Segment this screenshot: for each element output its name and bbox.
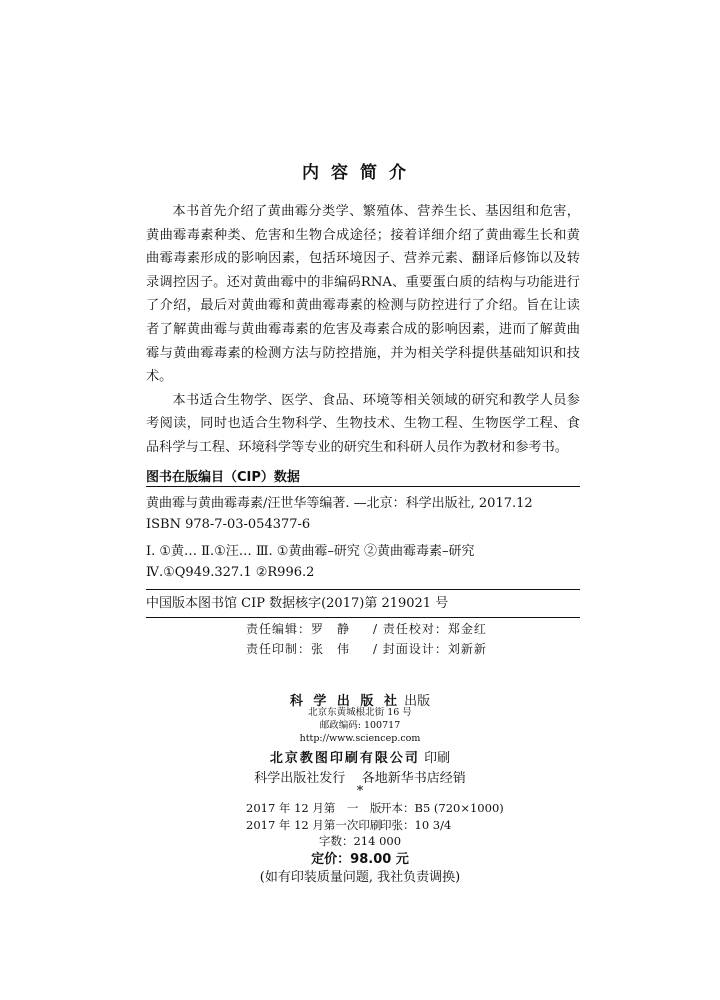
printer-line	[0, 747, 720, 766]
cip-heading: 图书在版编目（CIP）数据	[146, 470, 300, 485]
edition-info: 2017 年 12 月第 一 版	[246, 801, 382, 815]
cip-record-line: 黄曲霉与黄曲霉毒素/汪世华等编著. —北京：科学出版社, 2017.12	[146, 496, 533, 511]
printer-name: 北京教图印刷有限公司	[269, 751, 420, 766]
proofreader-credit: / 责任校对：郑金红	[373, 622, 487, 636]
summary-title: 内容简介	[302, 163, 418, 183]
separator-star: *	[356, 784, 364, 799]
cover-designer-credit: / 封面设计：刘新新	[373, 642, 487, 656]
cip-bottom-rule	[146, 617, 580, 618]
seller: 各地新华书店经销	[361, 771, 466, 786]
printer-suffix: 印刷	[424, 751, 451, 766]
printing-info: 2017 年 12 月第一次印刷	[246, 818, 382, 832]
publisher-address: 北京东黄城根北街 16 号	[308, 707, 412, 718]
publisher-suffix: 出版	[404, 694, 431, 709]
cip-isbn-line: ISBN 978-7-03-054377-6	[146, 517, 311, 532]
sheets-info: 印张：10 3/4	[380, 818, 452, 832]
format-info: 开本：B5 (720×1000)	[380, 801, 504, 815]
quality-notice: (如有印装质量问题, 我社负责调换)	[259, 870, 461, 885]
word-count: 字数：214 000	[318, 834, 402, 848]
issuer: 科学出版社发行	[254, 771, 346, 786]
print-supervisor-credit: 责任印制：张 伟	[246, 642, 351, 656]
editor-credit: 责任编辑：罗 静	[246, 622, 351, 636]
cip-subject-line-2: Ⅳ.①Q949.327.1 ②R996.2	[146, 565, 315, 580]
publisher-website: http://www.sciencep.com	[299, 733, 421, 744]
summary-paragraph-2: 本书适合生物学、医学、食品、环境等相关领域的研究和教学人员参考阅读，同时也适合生物科学、生物技术、生物工程、生物医学工程、食品科学与工程、环境科学等专业的研究生和科研人员作为教材和参考书。	[146, 392, 580, 455]
cip-subject-line-1: Ⅰ. ①黄… Ⅱ.①汪… Ⅲ. ①黄曲霉–研究 ②黄曲霉毒素–研究	[146, 544, 475, 559]
cip-number-line: 中国版本图书馆 CIP 数据核字(2017)第 219021 号	[146, 596, 449, 611]
summary-paragraph-1: 本书首先介绍了黄曲霉分类学、繁殖体、营养生长、基因组和危害，黄曲霉毒素种类、危害和生物合成途径；接着详细介绍了黄曲霉生长和黄曲霉毒素形成的影响因素，包括环境因子、营养元素、翻译后修饰以及转录调控因子。还对黄曲霉中的非编码RNA、重要蛋白质的结构与功能进行了介绍，最后对黄曲霉和黄曲霉毒素的检测与防控进行了介绍。旨在让读者了解黄曲霉与黄曲霉毒素的危害及毒素合成的影响因素，进而了解黄曲霉与黄曲霉毒素的检测方法与防控措施，并为相关学科提供基础知识和技术。	[146, 204, 580, 385]
cip-block	[146, 486, 580, 618]
price: 定价：98.00 元	[311, 852, 409, 867]
publisher-name: 科 学 出 版 社	[289, 694, 400, 709]
summary-body	[146, 200, 580, 460]
publisher-postcode: 邮政编码: 100717	[319, 720, 401, 731]
cip-middle-rule	[146, 589, 580, 590]
